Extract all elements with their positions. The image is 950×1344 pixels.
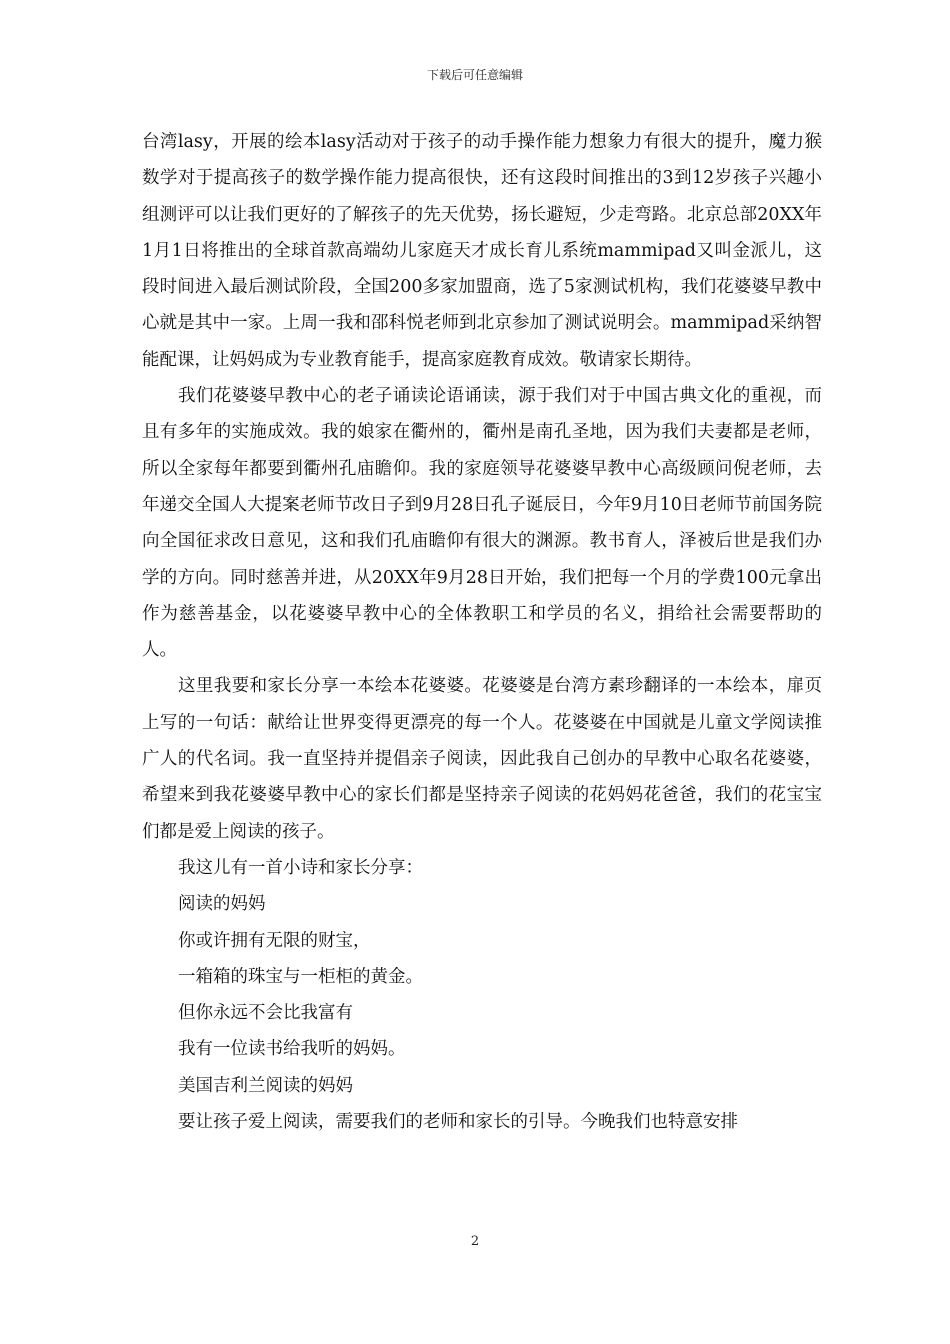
poem-line-4: 我有一位读书给我听的妈妈。 [178,1039,406,1060]
poem-line-2: 一箱箱的珠宝与一柜柜的黄金。 [178,966,423,987]
poem-title: 阅读的妈妈 [178,894,266,915]
paragraph-3: 这里我要和家长分享一本绘本花婆婆。花婆婆是台湾方素珍翻译的一本绘本，扉页上写的一句话：献给让世界变得更漂亮的每一个人。花婆婆在中国就是儿童文学阅读推广人的代名词。我一直坚持并提倡亲子阅读，因此我自己创办的早教中心取名花婆婆，希望来到我花婆婆早教中心的家长们都是坚持亲子阅读的花妈妈花爸爸，我们的花宝宝们都是爱上阅读的孩子。 [142,676,822,842]
paragraph-1: 台湾lasy，开展的绘本lasy活动对于孩子的动手操作能力想象力有很大的提升，魔力猴数学对于提高孩子的数学操作能力提高很快，还有这段时间推出的3到12岁孩子兴趣小组测评可以让我们更好的了解孩子的先天优势，扬长避短，少走弯路。北京总部20XX年1月1日将推出的全球首款高端幼儿家庭天才成长育儿系统mammipad又叫金派儿，这段时间进入最后测试阶段，全国200多家加盟商，选了5家测试机构，我们花婆婆早教中心就是其中一家。上周一我和邵科悦老师到北京参加了测试说明会。mammipad采纳智能配课，让妈妈成为专业教育能手，提高家庭教育成效。敬请家长期待。 [142,132,822,370]
document-body [142,124,822,1140]
paragraph-2: 我们花婆婆早教中心的老子诵读论语诵读，源于我们对于中国古典文化的重视，而且有多年的实施成效。我的娘家在衢州的，衢州是南孔圣地，因为我们夫妻都是老师，所以全家每年都要到衢州孔庙瞻仰。我的家庭领导花婆婆早教中心高级顾问倪老师，去年递交全国人大提案老师节改日子到9月28日孔子诞辰日，今年9月10日老师节前国务院向全国征求改日意见，这和我们孔庙瞻仰有很大的渊源。教书育人，泽被后世是我们办学的方向。同时慈善并进，从20XX年9月28日开始，我们把每一个月的学费100元拿出作为慈善基金，以花婆婆早教中心的全体教职工和学员的名义，捐给社会需要帮助的人。 [142,386,822,661]
poem-intro: 我这儿有一首小诗和家长分享： [178,857,423,878]
page-number: 2 [470,1234,480,1249]
page-header: 下载后可任意编辑 [426,68,523,82]
poem-line-3: 但你永远不会比我富有 [178,1003,353,1024]
poem-line-1: 你或许拥有无限的财宝， [178,930,371,951]
closing-paragraph: 要让孩子爱上阅读，需要我们的老师和家长的引导。今晚我们也特意安排 [178,1112,738,1133]
poem-attribution: 美国吉利兰阅读的妈妈 [178,1075,353,1096]
